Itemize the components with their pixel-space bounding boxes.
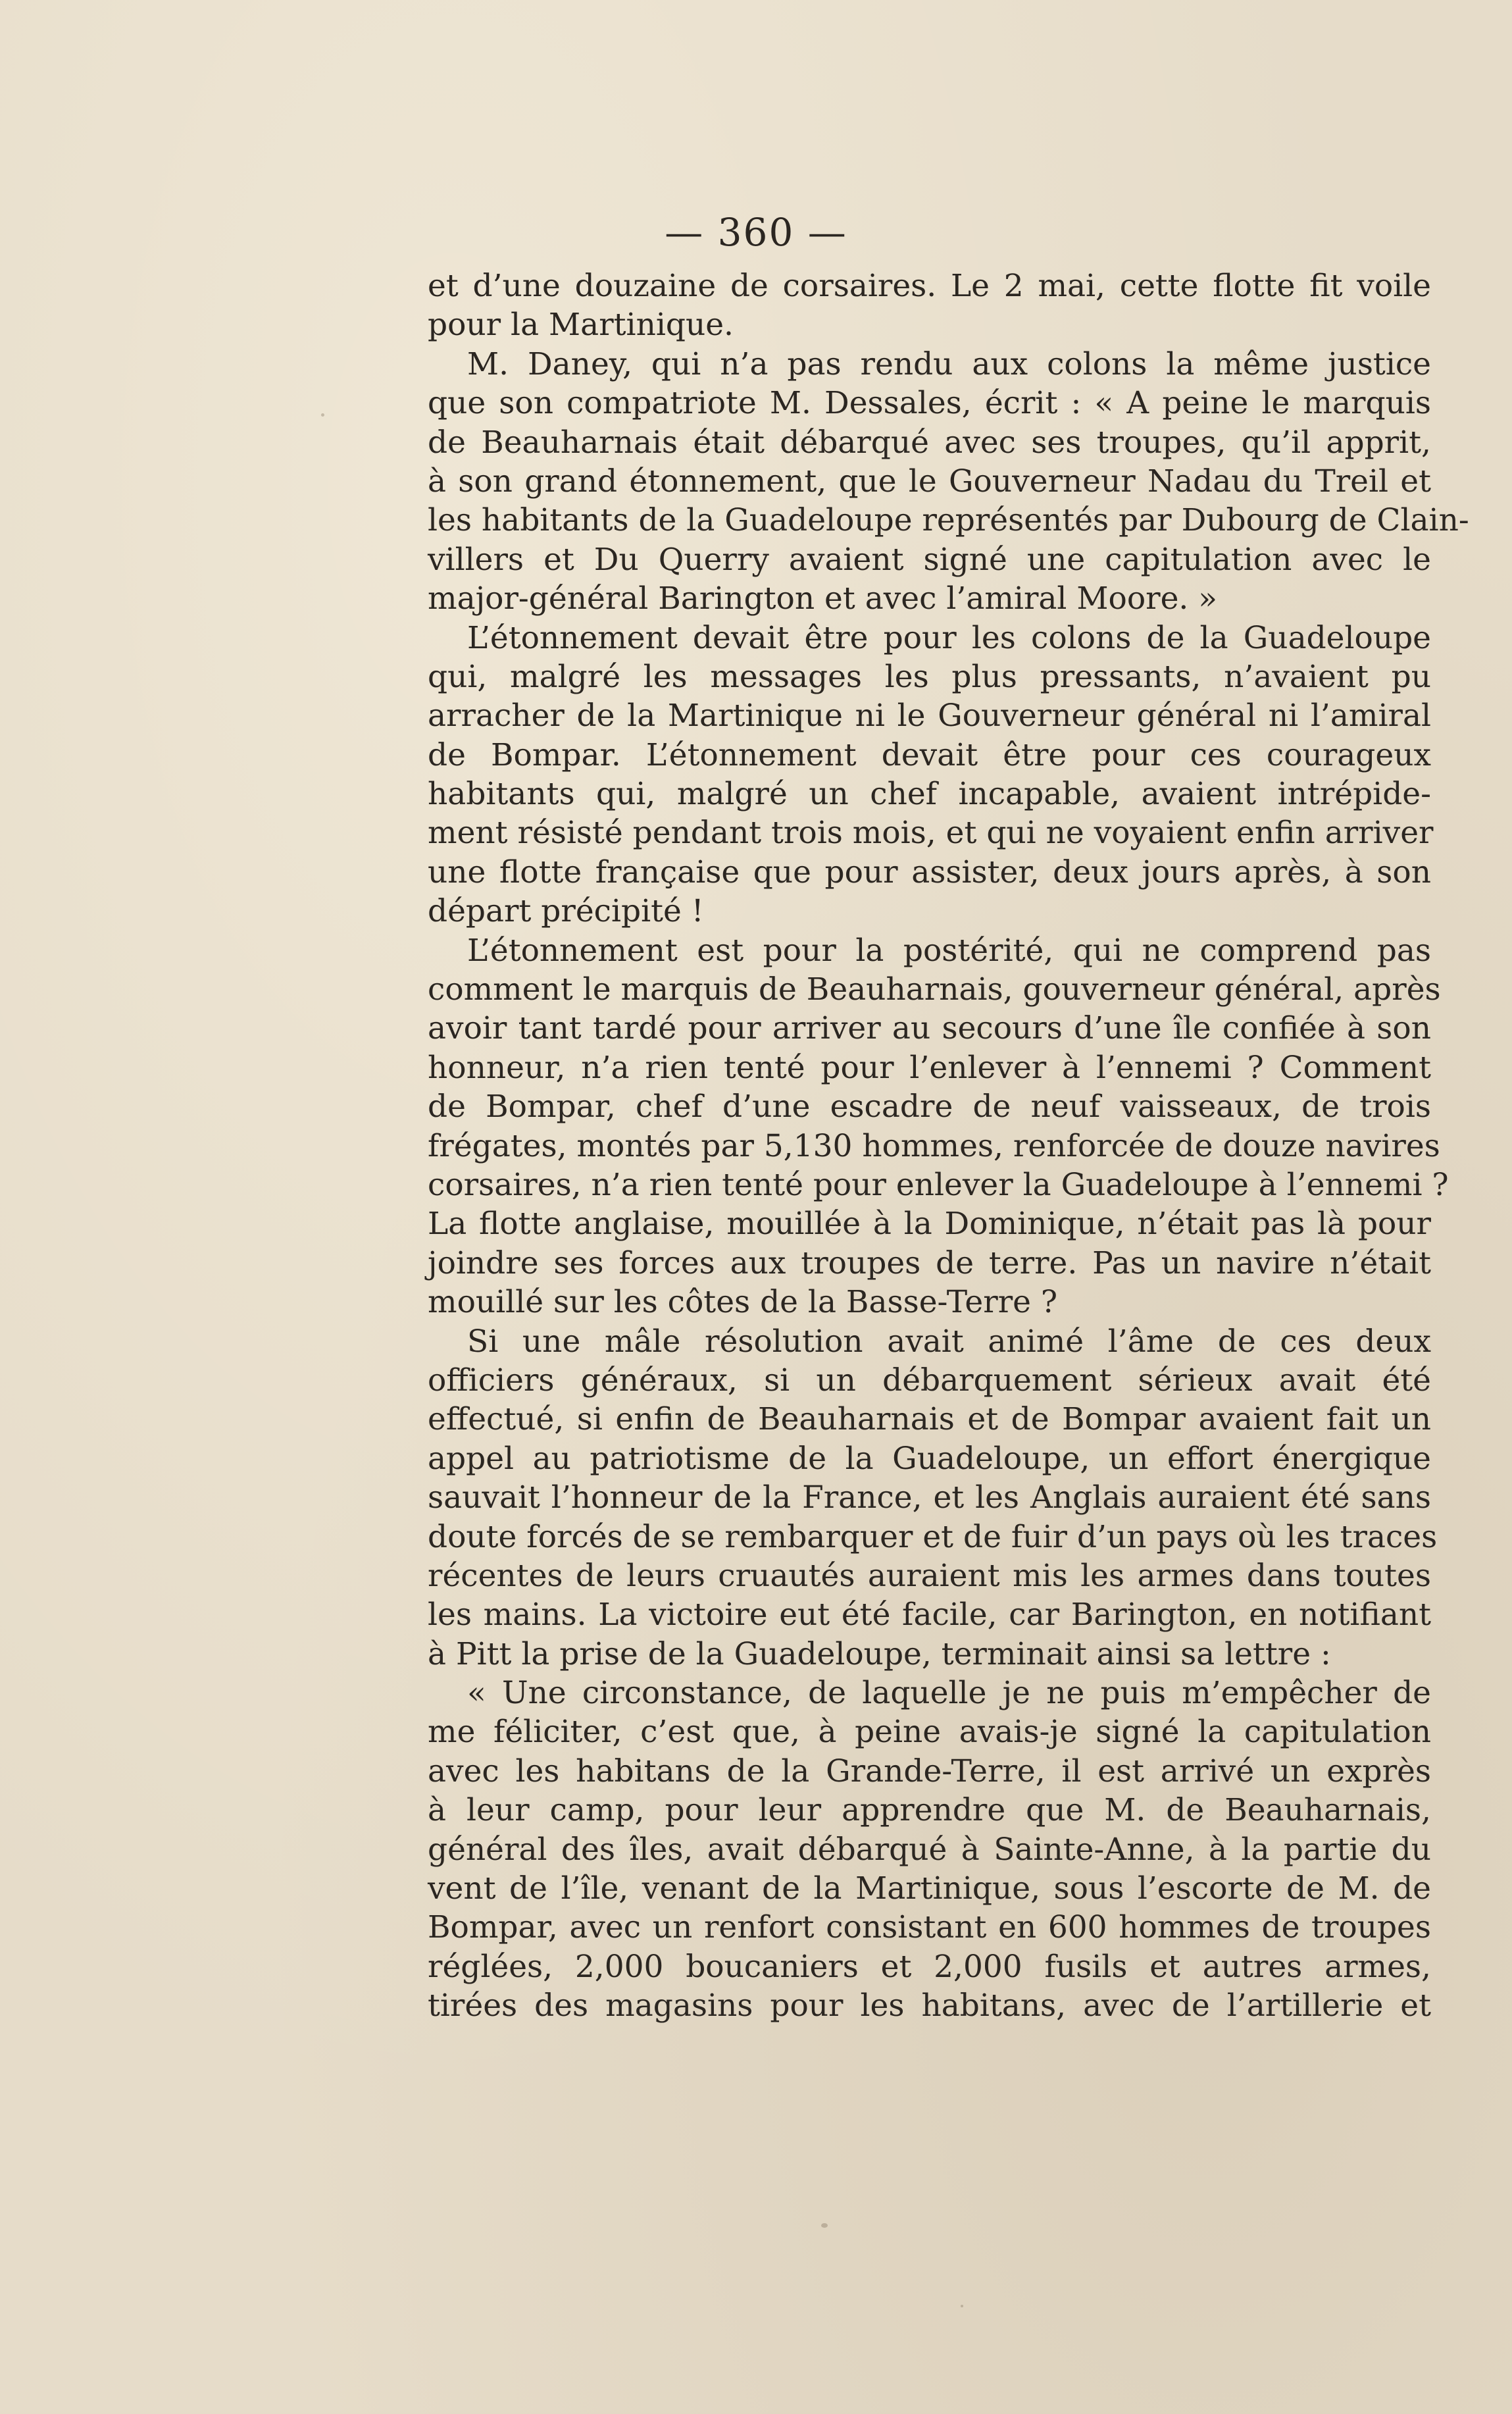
text-line: villers et Du Querry avaient signé une capitulation avec le: [428, 541, 1431, 578]
text-line: avoir tant tardé pour arriver au secours d’une île confiée à son: [428, 1010, 1431, 1047]
text-line: La flotte anglaise, mouillée à la Dominique, n’était pas là pour: [428, 1206, 1431, 1243]
text-line: mouillé sur les côtes de la Basse-Terre ?: [428, 1284, 1058, 1321]
text-line: les mains. La victoire eut été facile, car Barington, en notifiant: [428, 1597, 1431, 1633]
text-line: à Pitt la prise de la Guadeloupe, terminait ainsi sa lettre :: [428, 1635, 1331, 1672]
paper-speck: [321, 413, 324, 417]
text-line: L’étonnement est pour la postérité, qui ne comprend pas: [467, 932, 1431, 969]
text-line: L’étonnement devait être pour les colons de la Guadeloupe: [467, 619, 1431, 656]
text-line: vent de l’île, venant de la Martinique, sous l’escorte de M. de: [428, 1870, 1431, 1907]
text-line: que son compatriote M. Dessales, écrit : « A peine le marquis: [428, 385, 1431, 422]
paper-speck: [821, 2223, 828, 2228]
text-line: effectué, si enfin de Beauharnais et de Bompar avaient fait un: [428, 1401, 1431, 1438]
text-line: de Bompar, chef d’une escadre de neuf vaisseaux, de trois: [428, 1089, 1431, 1125]
text-line: général des îles, avait débarqué à Sainte-Anne, à la partie du: [428, 1831, 1431, 1868]
text-line: une flotte française que pour assister, deux jours après, à son: [428, 854, 1431, 890]
text-line: appel au patriotisme de la Guadeloupe, un effort énergique: [428, 1440, 1431, 1477]
text-line: pour la Martinique.: [428, 307, 734, 344]
paper-speck: [961, 2305, 963, 2307]
text-line: départ précipité !: [428, 893, 704, 930]
text-line: corsaires, n’a rien tenté pour enlever la Guadeloupe à l’ennemi ?: [428, 1166, 1449, 1203]
text-line: Bompar, avec un renfort consistant en 600 hommes de troupes: [428, 1909, 1431, 1946]
text-line: me féliciter, c’est que, à peine avais-je signé la capitulation: [428, 1714, 1431, 1751]
text-line: de Beauharnais était débarqué avec ses troupes, qu’il apprit,: [428, 424, 1431, 461]
text-line: et d’une douzaine de corsaires. Le 2 mai, cette flotte fit voile: [428, 268, 1431, 304]
text-line: doute forcés de se rembarquer et de fuir d’un pays où les traces: [428, 1518, 1438, 1555]
text-line: « Une circonstance, de laquelle je ne puis m’empêcher de: [467, 1675, 1431, 1712]
text-line: ment résisté pendant trois mois, et qui ne voyaient enfin arriver: [428, 815, 1434, 852]
page-number: — 360 —: [665, 210, 847, 255]
text-line: qui, malgré les messages les plus pressants, n’avaient pu: [428, 658, 1431, 695]
text-line: frégates, montés par 5,130 hommes, renforcée de douze navires: [428, 1127, 1440, 1164]
text-line: officiers généraux, si un débarquement sérieux avait été: [428, 1362, 1431, 1399]
text-line: honneur, n’a rien tenté pour l’enlever à l’ennemi ? Comment: [428, 1049, 1431, 1086]
text-line: réglées, 2,000 boucaniers et 2,000 fusils et autres armes,: [428, 1948, 1431, 1985]
text-line: comment le marquis de Beauharnais, gouverneur général, après: [428, 971, 1441, 1008]
text-line: tirées des magasins pour les habitans, avec de l’artillerie et: [428, 1988, 1431, 2024]
text-line: de Bompar. L’étonnement devait être pour ces courageux: [428, 736, 1431, 773]
text-line: habitants qui, malgré un chef incapable, avaient intrépide-: [428, 776, 1431, 813]
text-line: arracher de la Martinique ni le Gouverneur général ni l’amiral: [428, 698, 1431, 734]
body-text: [428, 267, 1469, 2026]
text-line: à son grand étonnement, que le Gouverneur Nadau du Treil et: [428, 463, 1431, 500]
text-line: Si une mâle résolution avait animé l’âme de ces deux: [467, 1323, 1431, 1360]
text-line: major-général Barington et avec l’amiral Moore. »: [428, 580, 1218, 617]
text-line: les habitants de la Guadeloupe représentés par Dubourg de Clain-: [428, 502, 1469, 539]
text-line: joindre ses forces aux troupes de terre. Pas un navire n’était: [428, 1245, 1431, 1281]
text-line: avec les habitans de la Grande-Terre, il est arrivé un exprès: [428, 1753, 1431, 1789]
text-line: récentes de leurs cruautés auraient mis les armes dans toutes: [428, 1557, 1431, 1594]
text-line: sauvait l’honneur de la France, et les Anglais auraient été sans: [428, 1479, 1431, 1516]
text-line: à leur camp, pour leur apprendre que M. de Beauharnais,: [428, 1792, 1431, 1829]
text-line: M. Daney, qui n’a pas rendu aux colons la même justice: [467, 346, 1431, 382]
